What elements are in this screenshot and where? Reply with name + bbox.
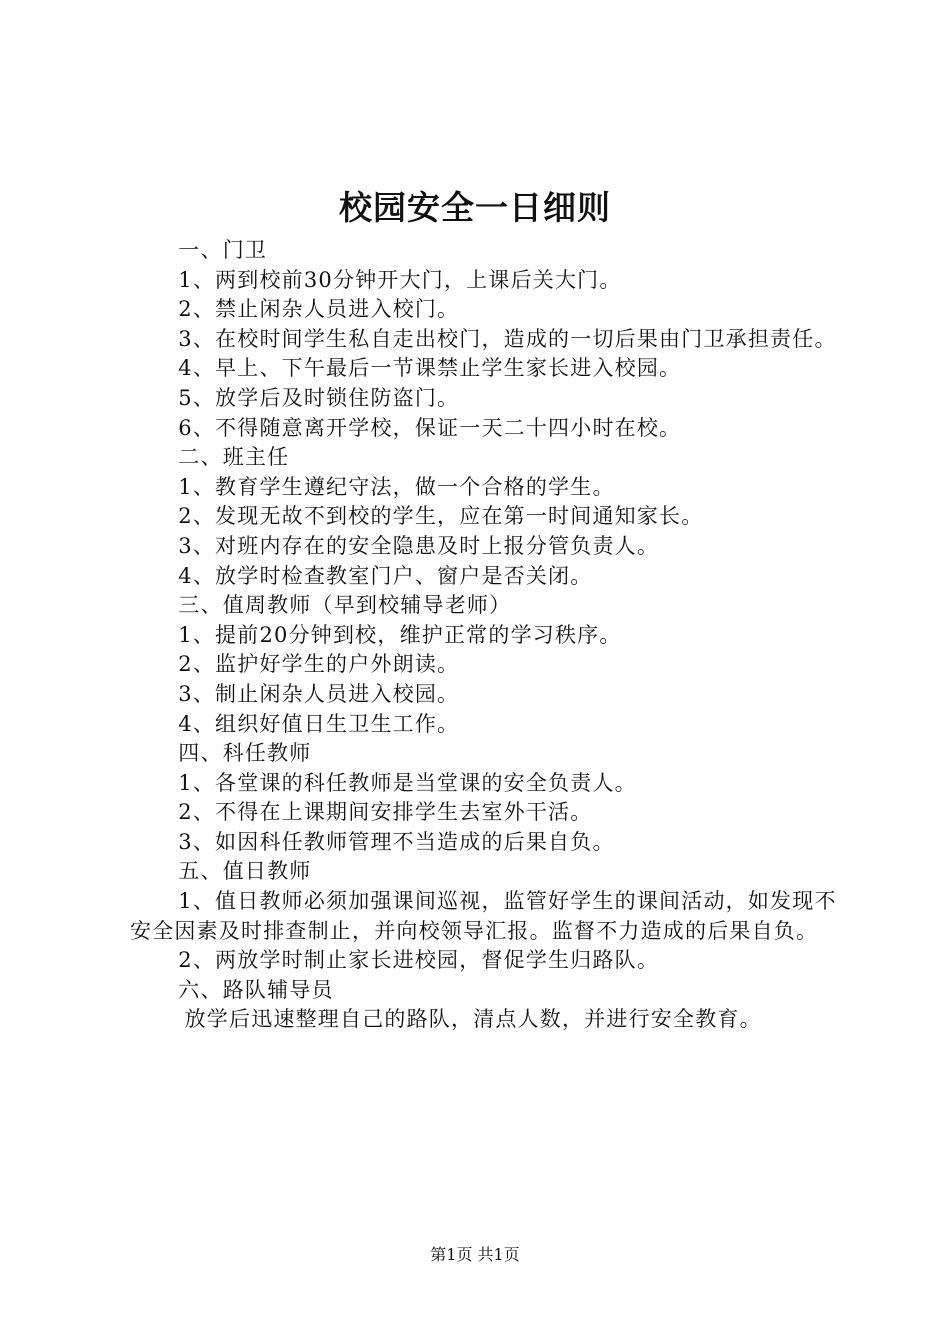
document-title: 校园安全一日细则 bbox=[339, 188, 611, 227]
subject-teacher-rule-1: 1、各堂课的科任教师是当堂课的安全负责人。 bbox=[178, 770, 637, 795]
subject-teacher-rule-2: 2、不得在上课期间安排学生去室外干活。 bbox=[178, 800, 593, 825]
head-teacher-rule-2: 2、发现无故不到校的学生，应在第一时间通知家长。 bbox=[178, 504, 704, 529]
head-teacher-rule-4: 4、放学时检查教室门户、窗户是否关闭。 bbox=[178, 563, 593, 588]
section-heading-gatekeeper: 一、门卫 bbox=[178, 238, 268, 262]
subject-teacher-rule-3: 3、如因科任教师管理不当造成的后果自负。 bbox=[178, 829, 615, 854]
section-heading-route-team-counselor: 六、路队辅导员 bbox=[178, 977, 334, 1002]
route-team-rule: 放学后迅速整理自己的路队，清点人数，并进行安全教育。 bbox=[184, 1007, 762, 1032]
weekly-duty-rule-1: 1、提前20分钟到校，维护正常的学习秩序。 bbox=[178, 622, 622, 647]
head-teacher-rule-3: 3、对班内存在的安全隐患及时上报分管负责人。 bbox=[178, 533, 660, 558]
section-heading-daily-duty-teacher: 五、值日教师 bbox=[178, 859, 312, 884]
daily-duty-rule-2: 2、两放学时制止家长进校园，督促学生归路队。 bbox=[178, 948, 660, 973]
gatekeeper-rule-6: 6、不得随意离开学校，保证一天二十四小时在校。 bbox=[178, 415, 682, 440]
gatekeeper-rule-4: 4、早上、下午最后一节课禁止学生家长进入校园。 bbox=[178, 356, 682, 381]
gatekeeper-rule-5: 5、放学后及时锁住防盗门。 bbox=[178, 385, 460, 410]
section-heading-weekly-duty-teacher: 三、值周教师（早到校辅导老师） bbox=[178, 593, 512, 618]
document-body bbox=[130, 236, 850, 1035]
weekly-duty-rule-4: 4、组织好值日生卫生工作。 bbox=[178, 711, 460, 736]
gatekeeper-rule-2: 2、禁止闲杂人员进入校门。 bbox=[178, 297, 460, 322]
section-heading-subject-teacher: 四、科任教师 bbox=[178, 741, 312, 766]
section-heading-head-teacher: 二、班主任 bbox=[178, 445, 290, 470]
gatekeeper-rule-1: 1、两到校前30分钟开大门，上课后关大门。 bbox=[178, 267, 622, 292]
head-teacher-rule-1: 1、教育学生遵纪守法，做一个合格的学生。 bbox=[178, 474, 615, 499]
gatekeeper-rule-3: 3、在校时间学生私自走出校门，造成的一切后果由门卫承担责任。 bbox=[178, 326, 837, 351]
daily-duty-rule-1: 1、值日教师必须加强课间巡视，监管好学生的课间活动，如发现不安全因素及时排查制止，并向校领导汇报。监督不力造成的后果自负。 bbox=[130, 889, 837, 943]
weekly-duty-rule-3: 3、制止闲杂人员进入校园。 bbox=[178, 681, 460, 706]
weekly-duty-rule-2: 2、监护好学生的户外朗读。 bbox=[178, 652, 460, 677]
page-footer: 第1页 共1页 bbox=[430, 1245, 520, 1264]
